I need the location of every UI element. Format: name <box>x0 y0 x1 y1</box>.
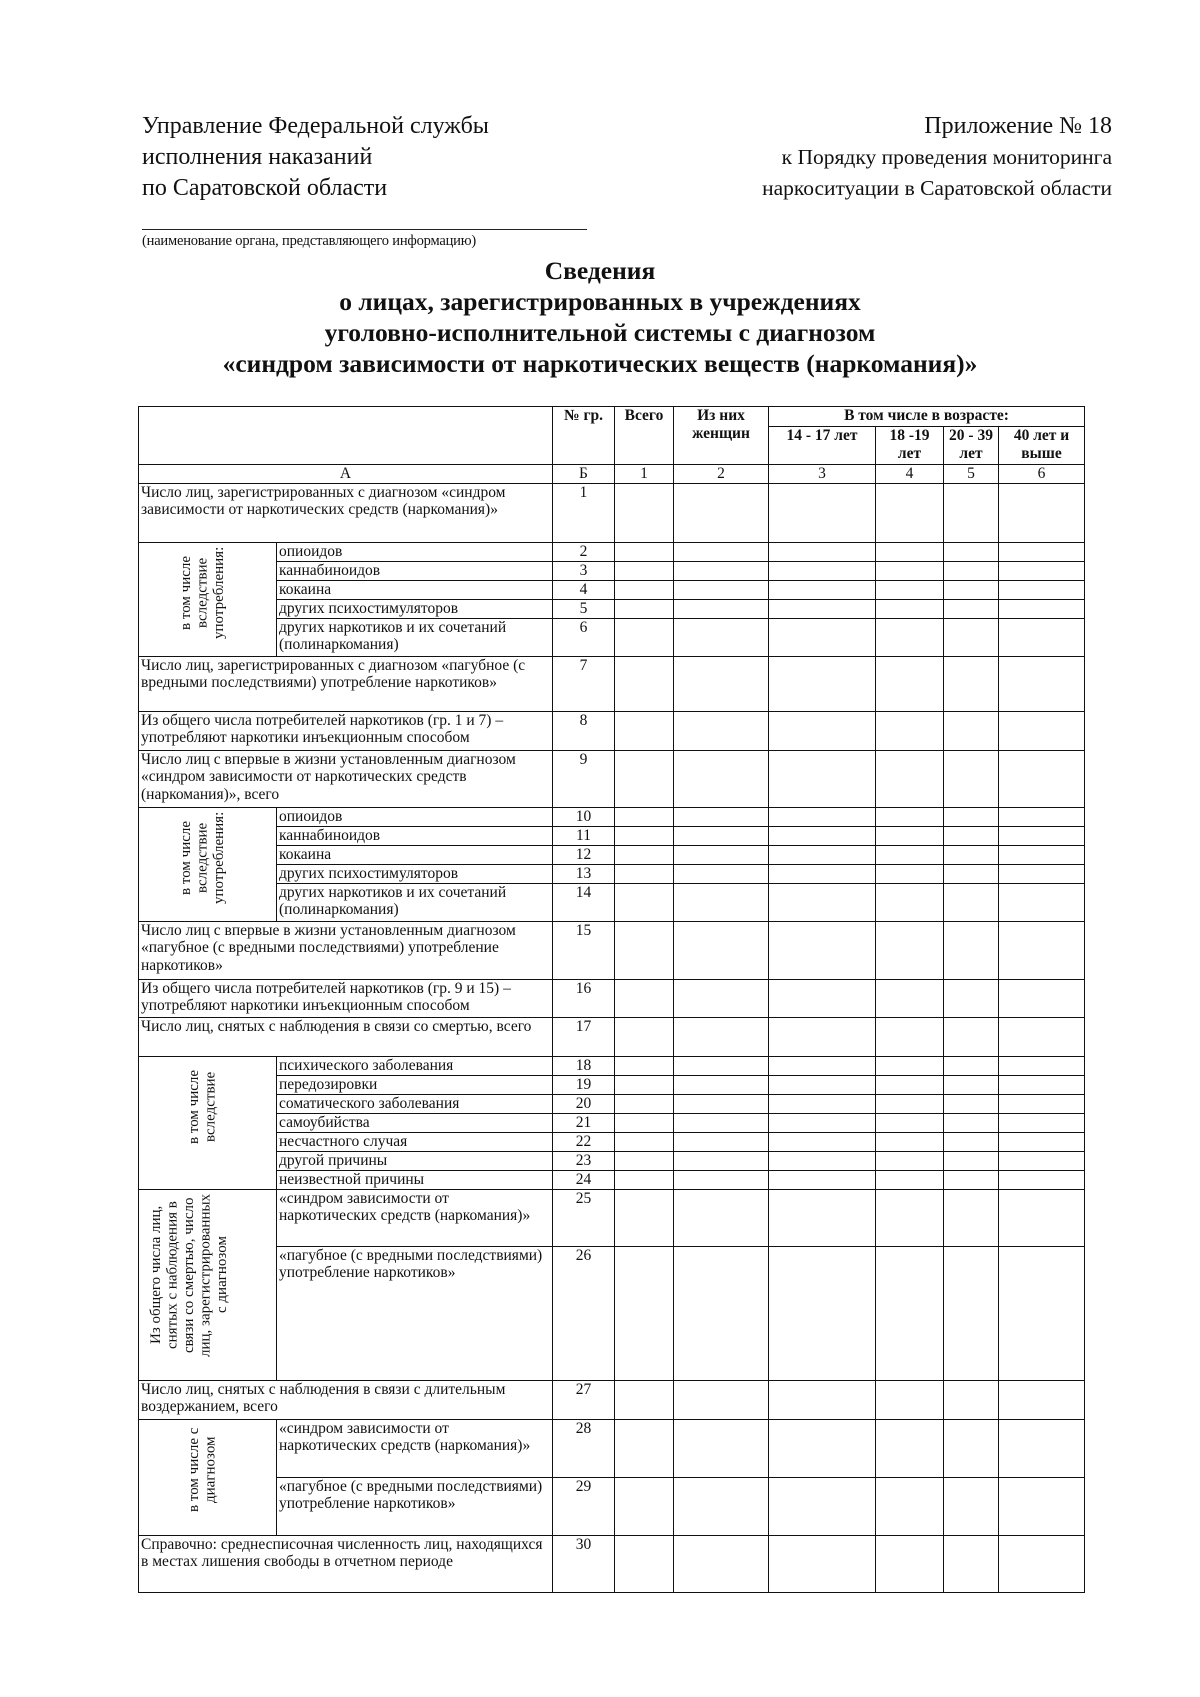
value-cell[interactable] <box>876 483 944 542</box>
value-cell[interactable] <box>769 1535 876 1592</box>
value-cell[interactable] <box>615 807 674 826</box>
value-cell[interactable] <box>615 750 674 807</box>
org-line-2: исполнения наказаний <box>142 144 373 170</box>
value-cell[interactable] <box>944 599 999 618</box>
index-cell-2: 2 <box>674 465 769 484</box>
col-header-age-14-17: 14 - 17 лет <box>769 427 876 465</box>
value-cell[interactable] <box>674 561 769 580</box>
group-label: в том числе вследствие <box>185 1069 218 1144</box>
value-cell[interactable] <box>769 1477 876 1535</box>
value-cell[interactable] <box>944 1094 999 1113</box>
index-cell-5: 5 <box>944 465 999 484</box>
row-label: Число лиц, снятых с наблюдения в связи с длительным воздержанием, всего <box>139 1380 553 1419</box>
value-cell[interactable] <box>876 1380 944 1419</box>
value-cell[interactable] <box>944 1419 999 1477</box>
value-cell[interactable] <box>876 1132 944 1151</box>
value-cell[interactable] <box>769 618 876 656</box>
row-label: «синдром зависимости от наркотических средств (наркомания)» <box>277 1419 553 1477</box>
value-cell[interactable] <box>999 1132 1085 1151</box>
value-cell[interactable] <box>615 1113 674 1132</box>
row-label: опиоидов <box>277 542 553 561</box>
header-blank <box>139 407 553 465</box>
row-number: 23 <box>553 1151 615 1170</box>
value-cell[interactable] <box>674 1132 769 1151</box>
value-cell[interactable] <box>674 542 769 561</box>
value-cell[interactable] <box>769 561 876 580</box>
value-cell[interactable] <box>876 1170 944 1189</box>
value-cell[interactable] <box>876 883 944 921</box>
value-cell[interactable] <box>769 883 876 921</box>
value-cell[interactable] <box>674 711 769 750</box>
value-cell[interactable] <box>999 750 1085 807</box>
value-cell[interactable] <box>999 580 1085 599</box>
row-number: 6 <box>553 618 615 656</box>
value-cell[interactable] <box>876 845 944 864</box>
value-cell[interactable] <box>999 561 1085 580</box>
col-header-age-20-39: 20 - 39 лет <box>944 427 999 465</box>
value-cell[interactable] <box>876 599 944 618</box>
title-line-3: уголовно-исполнительной системы с диагнозом <box>324 318 876 347</box>
appendix-block <box>712 111 1112 204</box>
group-label: Из общего числа лиц, снятых с наблюдения в связи со смертью, число лиц, зарегистрированных с диагнозом <box>147 1192 230 1357</box>
value-cell[interactable] <box>944 1535 999 1592</box>
value-cell[interactable] <box>674 845 769 864</box>
value-cell[interactable] <box>769 845 876 864</box>
value-cell[interactable] <box>944 1113 999 1132</box>
value-cell[interactable] <box>615 921 674 979</box>
row-number: 19 <box>553 1075 615 1094</box>
value-cell[interactable] <box>769 580 876 599</box>
value-cell[interactable] <box>674 618 769 656</box>
value-cell[interactable] <box>944 1189 999 1246</box>
value-cell[interactable] <box>769 599 876 618</box>
value-cell[interactable] <box>769 1094 876 1113</box>
row-label: других психостимуляторов <box>277 864 553 883</box>
row-label: кокаина <box>277 845 553 864</box>
row-number: 4 <box>553 580 615 599</box>
value-cell[interactable] <box>674 1246 769 1380</box>
value-cell[interactable] <box>876 1094 944 1113</box>
value-cell[interactable] <box>674 1419 769 1477</box>
value-cell[interactable] <box>876 1246 944 1380</box>
row-number: 29 <box>553 1477 615 1535</box>
value-cell[interactable] <box>615 483 674 542</box>
value-cell[interactable] <box>876 1535 944 1592</box>
value-cell[interactable] <box>999 864 1085 883</box>
value-cell[interactable] <box>999 1094 1085 1113</box>
value-cell[interactable] <box>615 826 674 845</box>
document-title <box>0 255 1200 379</box>
value-cell[interactable] <box>999 483 1085 542</box>
group-label-cell <box>139 1419 277 1535</box>
value-cell[interactable] <box>999 1477 1085 1535</box>
index-cell-b: Б <box>553 465 615 484</box>
col-header-women: Из них женщин <box>674 407 769 465</box>
index-cell-1: 1 <box>615 465 674 484</box>
row-label: несчастного случая <box>277 1132 553 1151</box>
row-label: психического заболевания <box>277 1056 553 1075</box>
value-cell[interactable] <box>876 1189 944 1246</box>
row-number: 22 <box>553 1132 615 1151</box>
row-label: самоубийства <box>277 1113 553 1132</box>
value-cell[interactable] <box>944 1246 999 1380</box>
value-cell[interactable] <box>674 599 769 618</box>
value-cell[interactable] <box>876 979 944 1017</box>
value-cell[interactable] <box>674 1477 769 1535</box>
value-cell[interactable] <box>615 1132 674 1151</box>
value-cell[interactable] <box>876 1017 944 1056</box>
value-cell[interactable] <box>944 750 999 807</box>
row-label: неизвестной причины <box>277 1170 553 1189</box>
org-line-3: по Саратовской области <box>142 175 388 201</box>
row-label: «пагубное (с вредными последствиями) употребление наркотиков» <box>277 1246 553 1380</box>
value-cell[interactable] <box>615 618 674 656</box>
value-cell[interactable] <box>615 1056 674 1075</box>
col-header-total: Всего <box>615 407 674 465</box>
row-number: 9 <box>553 750 615 807</box>
value-cell[interactable] <box>615 1170 674 1189</box>
value-cell[interactable] <box>999 618 1085 656</box>
group-label-cell <box>139 1189 277 1380</box>
value-cell[interactable] <box>944 1477 999 1535</box>
value-cell[interactable] <box>944 826 999 845</box>
value-cell[interactable] <box>944 1017 999 1056</box>
value-cell[interactable] <box>615 1477 674 1535</box>
value-cell[interactable] <box>999 711 1085 750</box>
row-number: 3 <box>553 561 615 580</box>
value-cell[interactable] <box>999 599 1085 618</box>
value-cell[interactable] <box>674 1170 769 1189</box>
title-line-1: Сведения <box>544 256 656 285</box>
value-cell[interactable] <box>615 845 674 864</box>
value-cell[interactable] <box>769 1056 876 1075</box>
row-label: Число лиц, снятых с наблюдения в связи со смертью, всего <box>139 1017 553 1056</box>
value-cell[interactable] <box>876 1477 944 1535</box>
value-cell[interactable] <box>769 1380 876 1419</box>
value-cell[interactable] <box>615 1017 674 1056</box>
group-label-cell <box>139 542 277 656</box>
row-number: 13 <box>553 864 615 883</box>
value-cell[interactable] <box>999 1419 1085 1477</box>
value-cell[interactable] <box>615 1535 674 1592</box>
value-cell[interactable] <box>674 1056 769 1075</box>
value-cell[interactable] <box>674 1075 769 1094</box>
value-cell[interactable] <box>876 711 944 750</box>
value-cell[interactable] <box>674 826 769 845</box>
value-cell[interactable] <box>674 1535 769 1592</box>
group-label-cell <box>139 1056 277 1189</box>
value-cell[interactable] <box>944 864 999 883</box>
row-label: Из общего числа потребителей наркотиков (гр. 1 и 7) – употребляют наркотики инъекционным способом <box>139 711 553 750</box>
col-header-age-group: В том числе в возрасте: <box>769 407 1085 427</box>
value-cell[interactable] <box>674 656 769 711</box>
value-cell[interactable] <box>876 807 944 826</box>
value-cell[interactable] <box>615 561 674 580</box>
value-cell[interactable] <box>999 1246 1085 1380</box>
value-cell[interactable] <box>615 864 674 883</box>
value-cell[interactable] <box>944 618 999 656</box>
row-label: Число лиц с впервые в жизни установленным диагнозом «пагубное (с вредными последствиями) употребление наркотиков» <box>139 921 553 979</box>
row-label: Число лиц с впервые в жизни установленным диагнозом «синдром зависимости от наркотических средств (наркомания)», всего <box>139 750 553 807</box>
value-cell[interactable] <box>944 1056 999 1075</box>
value-cell[interactable] <box>876 580 944 599</box>
value-cell[interactable] <box>769 1113 876 1132</box>
row-number: 10 <box>553 807 615 826</box>
value-cell[interactable] <box>999 1075 1085 1094</box>
value-cell[interactable] <box>944 883 999 921</box>
value-cell[interactable] <box>944 845 999 864</box>
value-cell[interactable] <box>615 979 674 1017</box>
value-cell[interactable] <box>944 1132 999 1151</box>
value-cell[interactable] <box>999 1113 1085 1132</box>
row-number: 17 <box>553 1017 615 1056</box>
value-cell[interactable] <box>876 1419 944 1477</box>
value-cell[interactable] <box>674 1189 769 1246</box>
value-cell[interactable] <box>944 580 999 599</box>
row-label: кокаина <box>277 580 553 599</box>
row-number: 21 <box>553 1113 615 1132</box>
value-cell[interactable] <box>876 618 944 656</box>
value-cell[interactable] <box>769 1189 876 1246</box>
value-cell[interactable] <box>944 921 999 979</box>
value-cell[interactable] <box>999 979 1085 1017</box>
value-cell[interactable] <box>615 1380 674 1419</box>
row-label: соматического заболевания <box>277 1094 553 1113</box>
value-cell[interactable] <box>769 921 876 979</box>
group-label: в том числе вследствие употребления: <box>177 811 227 904</box>
value-cell[interactable] <box>999 826 1085 845</box>
value-cell[interactable] <box>876 561 944 580</box>
value-cell[interactable] <box>769 1151 876 1170</box>
value-cell[interactable] <box>615 1151 674 1170</box>
value-cell[interactable] <box>769 1170 876 1189</box>
value-cell[interactable] <box>769 483 876 542</box>
row-label: опиоидов <box>277 807 553 826</box>
index-cell-6: 6 <box>999 465 1085 484</box>
group-label: в том числе вследствие употребления: <box>177 546 227 639</box>
value-cell[interactable] <box>674 921 769 979</box>
value-cell[interactable] <box>769 750 876 807</box>
value-cell[interactable] <box>999 1189 1085 1246</box>
row-label: других наркотиков и их сочетаний (полинаркомания) <box>277 618 553 656</box>
value-cell[interactable] <box>999 845 1085 864</box>
row-number: 11 <box>553 826 615 845</box>
value-cell[interactable] <box>615 883 674 921</box>
value-cell[interactable] <box>876 542 944 561</box>
value-cell[interactable] <box>674 1380 769 1419</box>
value-cell[interactable] <box>769 1246 876 1380</box>
value-cell[interactable] <box>999 1170 1085 1189</box>
organization-block <box>142 111 489 204</box>
value-cell[interactable] <box>944 1151 999 1170</box>
value-cell[interactable] <box>944 807 999 826</box>
appendix-line-3: наркоситуации в Саратовской области <box>762 176 1112 200</box>
value-cell[interactable] <box>999 921 1085 979</box>
value-cell[interactable] <box>615 1075 674 1094</box>
row-label: другой причины <box>277 1151 553 1170</box>
value-cell[interactable] <box>999 1535 1085 1592</box>
org-name-caption: (наименование органа, представляющего информацию) <box>142 233 476 249</box>
row-number: 25 <box>553 1189 615 1246</box>
report-table <box>138 406 1085 1593</box>
row-label: «синдром зависимости от наркотических средств (наркомания)» <box>277 1189 553 1246</box>
row-number: 30 <box>553 1535 615 1592</box>
title-line-2: о лицах, зарегистрированных в учреждениях <box>339 287 861 316</box>
value-cell[interactable] <box>769 864 876 883</box>
row-label: Число лиц, зарегистрированных с диагнозом «синдром зависимости от наркотических средств (наркомания)» <box>139 483 553 542</box>
value-cell[interactable] <box>999 1017 1085 1056</box>
value-cell[interactable] <box>674 483 769 542</box>
col-header-age-18-19: 18 -19 лет <box>876 427 944 465</box>
org-name-underline <box>142 229 587 230</box>
row-label: «пагубное (с вредными последствиями) употребление наркотиков» <box>277 1477 553 1535</box>
value-cell[interactable] <box>769 979 876 1017</box>
row-number: 7 <box>553 656 615 711</box>
row-number: 8 <box>553 711 615 750</box>
col-header-num: № гр. <box>553 407 615 465</box>
value-cell[interactable] <box>876 1151 944 1170</box>
index-cell-4: 4 <box>876 465 944 484</box>
value-cell[interactable] <box>999 542 1085 561</box>
value-cell[interactable] <box>615 1246 674 1380</box>
value-cell[interactable] <box>674 1151 769 1170</box>
value-cell[interactable] <box>876 921 944 979</box>
value-cell[interactable] <box>876 826 944 845</box>
value-cell[interactable] <box>674 1017 769 1056</box>
value-cell[interactable] <box>769 1132 876 1151</box>
col-header-age-40-plus: 40 лет и выше <box>999 427 1085 465</box>
value-cell[interactable] <box>944 483 999 542</box>
value-cell[interactable] <box>944 1170 999 1189</box>
value-cell[interactable] <box>944 711 999 750</box>
row-label: каннабиноидов <box>277 561 553 580</box>
row-number: 18 <box>553 1056 615 1075</box>
row-number: 15 <box>553 921 615 979</box>
value-cell[interactable] <box>674 883 769 921</box>
value-cell[interactable] <box>769 711 876 750</box>
value-cell[interactable] <box>876 1113 944 1132</box>
value-cell[interactable] <box>674 750 769 807</box>
value-cell[interactable] <box>769 542 876 561</box>
row-number: 1 <box>553 483 615 542</box>
value-cell[interactable] <box>876 864 944 883</box>
row-number: 26 <box>553 1246 615 1380</box>
value-cell[interactable] <box>876 750 944 807</box>
group-label-cell <box>139 807 277 921</box>
org-line-1: Управление Федеральной службы <box>142 113 489 139</box>
value-cell[interactable] <box>769 1075 876 1094</box>
row-number: 28 <box>553 1419 615 1477</box>
group-label: в том числе с диагнозом <box>185 1427 218 1512</box>
value-cell[interactable] <box>944 1380 999 1419</box>
value-cell[interactable] <box>999 1380 1085 1419</box>
value-cell[interactable] <box>944 1075 999 1094</box>
value-cell[interactable] <box>615 599 674 618</box>
value-cell[interactable] <box>769 1017 876 1056</box>
value-cell[interactable] <box>674 1094 769 1113</box>
value-cell[interactable] <box>615 1419 674 1477</box>
value-cell[interactable] <box>769 826 876 845</box>
index-cell-3: 3 <box>769 465 876 484</box>
value-cell[interactable] <box>615 1094 674 1113</box>
index-cell-a: А <box>139 465 553 484</box>
row-label: Справочно: среднесписочная численность лиц, находящихся в местах лишения свободы в отчетном периоде <box>139 1535 553 1592</box>
value-cell[interactable] <box>944 561 999 580</box>
value-cell[interactable] <box>674 580 769 599</box>
row-label: других психостимуляторов <box>277 599 553 618</box>
row-number: 20 <box>553 1094 615 1113</box>
value-cell[interactable] <box>999 1056 1085 1075</box>
value-cell[interactable] <box>876 656 944 711</box>
value-cell[interactable] <box>944 656 999 711</box>
value-cell[interactable] <box>615 542 674 561</box>
appendix-line-2: к Порядку проведения мониторинга <box>781 145 1112 169</box>
row-number: 16 <box>553 979 615 1017</box>
value-cell[interactable] <box>769 807 876 826</box>
row-label: передозировки <box>277 1075 553 1094</box>
title-line-4: «синдром зависимости от наркотических веществ (наркомания)» <box>222 349 978 378</box>
value-cell[interactable] <box>674 864 769 883</box>
row-number: 14 <box>553 883 615 921</box>
value-cell[interactable] <box>999 807 1085 826</box>
value-cell[interactable] <box>944 542 999 561</box>
row-label: Из общего числа потребителей наркотиков (гр. 9 и 15) – употребляют наркотики инъекционным способом <box>139 979 553 1017</box>
row-label: других наркотиков и их сочетаний (полинаркомания) <box>277 883 553 921</box>
row-number: 24 <box>553 1170 615 1189</box>
row-number: 27 <box>553 1380 615 1419</box>
value-cell[interactable] <box>999 1151 1085 1170</box>
value-cell[interactable] <box>769 1419 876 1477</box>
value-cell[interactable] <box>876 1075 944 1094</box>
value-cell[interactable] <box>615 1189 674 1246</box>
row-number: 12 <box>553 845 615 864</box>
row-number: 2 <box>553 542 615 561</box>
value-cell[interactable] <box>615 580 674 599</box>
value-cell[interactable] <box>674 1113 769 1132</box>
value-cell[interactable] <box>615 711 674 750</box>
value-cell[interactable] <box>769 656 876 711</box>
value-cell[interactable] <box>999 883 1085 921</box>
value-cell[interactable] <box>876 1056 944 1075</box>
value-cell[interactable] <box>944 979 999 1017</box>
value-cell[interactable] <box>674 979 769 1017</box>
row-label: Число лиц, зарегистрированных с диагнозом «пагубное (с вредными последствиями) употребление наркотиков» <box>139 656 553 711</box>
row-label: каннабиноидов <box>277 826 553 845</box>
value-cell[interactable] <box>615 656 674 711</box>
appendix-line-1: Приложение № 18 <box>924 113 1112 139</box>
value-cell[interactable] <box>674 807 769 826</box>
row-number: 5 <box>553 599 615 618</box>
value-cell[interactable] <box>999 656 1085 711</box>
